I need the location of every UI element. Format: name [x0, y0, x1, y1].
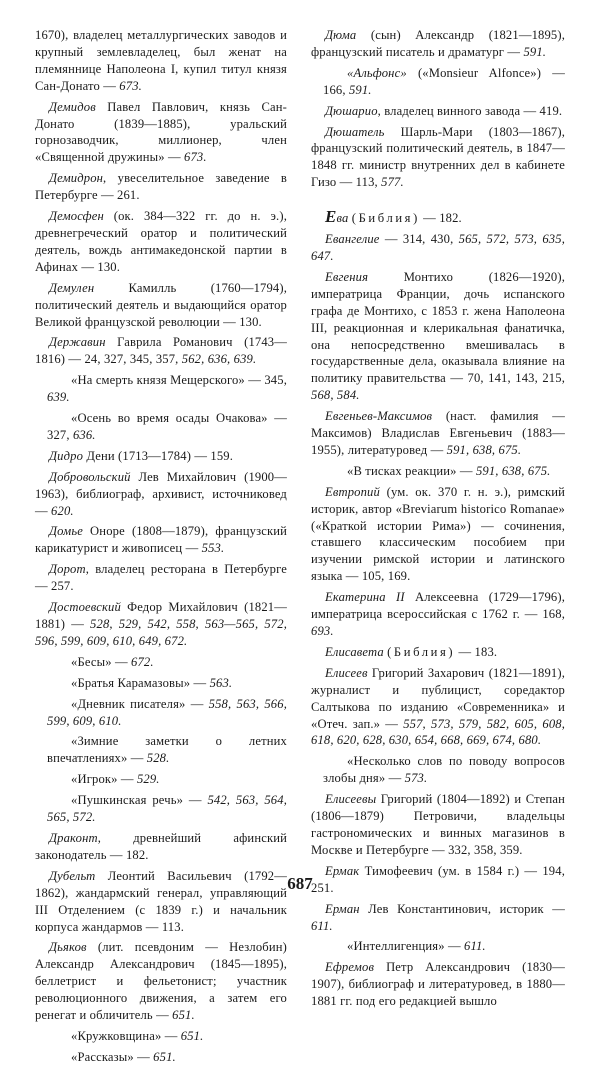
- index-entry: [311, 231, 565, 265]
- page-refs: 651.: [180, 1028, 204, 1043]
- page-refs: 553.: [201, 541, 225, 556]
- page-refs: 651.: [172, 1008, 195, 1023]
- subentry-title: «Альфонс»: [347, 65, 407, 80]
- index-subentry: [311, 938, 565, 955]
- page-refs: 611.: [464, 939, 486, 954]
- entry-text: (сын) Александр (1821—1895), французский писатель и драматург —: [311, 28, 565, 59]
- index-entry: [311, 644, 565, 661]
- entry-text: Дени (1713—1784) — 159.: [83, 448, 234, 463]
- page-refs: 620.: [51, 503, 74, 518]
- index-subentry: [35, 675, 287, 692]
- entry-headword: Евгеньев-Максимов: [325, 409, 433, 424]
- page-refs: 591.: [523, 44, 547, 59]
- entry-source: (Библия): [351, 211, 420, 226]
- entry-text: Лев Константинович, историк —: [359, 901, 565, 916]
- entry-headword: Демосфен: [49, 209, 104, 224]
- page-refs: 558, 563, 566, 599, 609, 610.: [47, 696, 288, 728]
- index-entry: [311, 589, 565, 640]
- index-entry: [35, 561, 287, 595]
- entry-headword: Демулен: [49, 280, 95, 295]
- index-entry: [311, 791, 565, 859]
- index-entry: [311, 408, 565, 459]
- subentry-text: «Интеллигенция» —: [347, 939, 465, 954]
- page-refs: 591, 638, 675.: [475, 463, 551, 478]
- page-number: 687: [287, 874, 313, 893]
- page-refs: 568, 584.: [311, 388, 360, 403]
- entry-text: Лев Михайлович (1900—1963), библиограф, архивист, источниковед —: [35, 469, 287, 518]
- entry-text: Шарль-Мари (1803—1867), французский политический деятель, в 1847—1848 гг. министр внутренних дел в кабинете Гизо — 113,: [311, 124, 565, 190]
- index-entry: [311, 269, 565, 404]
- entry-text: Камилль (1760—1794), политический деятель и выдающийся оратор Великой французской революции — 130.: [35, 280, 287, 329]
- entry-headword: Дюшатель: [325, 124, 385, 139]
- index-entry: [35, 448, 287, 465]
- entry-headword: Евтропий: [325, 484, 380, 499]
- index-subentry: [35, 654, 287, 671]
- entry-text: Алексеевна (1729—1796), императрица всероссийская с 1762 г. — 168,: [311, 590, 566, 622]
- entry-text: , владелец винного завода — 419.: [377, 103, 563, 118]
- entry-headword: Достоевский: [49, 600, 121, 615]
- entry-headword: Дорот: [49, 562, 86, 577]
- index-subentry: [311, 753, 565, 787]
- entry-text: (ум. ок. 370 г. н. э.), римский историк, автор «Breviarum historico Romanae» («Краткой истории Рима») — сочинения, ставшего классическим пособием при изучении римской истории и латинского языка — 105, 169.: [311, 484, 565, 584]
- index-subentry: [35, 792, 287, 826]
- subentry-text: «Бесы» —: [71, 654, 132, 669]
- page-refs: 563.: [209, 675, 233, 690]
- index-subentry: [35, 372, 287, 406]
- index-entry: [35, 99, 287, 167]
- index-subentry: [35, 771, 287, 788]
- entry-text: — 182.: [419, 211, 462, 226]
- page-refs: 577.: [381, 175, 404, 190]
- entry-text: Монтихо (1826—1920), императрица Франции, дочь испанского графа де Монтихо, с 1853 г. жена Наполеона III, реакционная и клерикальная фанатичка, она непосредственно вмешивалась в государственные дела, оказывала влияние на политику правительства — 70, 141, 143, 215,: [311, 269, 565, 386]
- entry-text: — 183.: [455, 644, 498, 659]
- entry-headword: Дьяков: [49, 940, 87, 955]
- subentry-text: «Несколько слов по поводу вопросов злобы дня» —: [323, 754, 565, 786]
- subentry-text: «Братья Карамазовы» —: [71, 675, 210, 690]
- subentry-text: «Кружковщина» —: [71, 1028, 181, 1043]
- page-refs: 673.: [184, 150, 207, 165]
- entry-headword: Домье: [49, 524, 83, 539]
- page-refs: 636.: [72, 427, 96, 442]
- entry-headword: Евгения: [325, 269, 369, 284]
- index-subentry: [35, 410, 287, 444]
- subentry-text: «Дневник писателя» —: [71, 696, 209, 711]
- subentry-text: «Рассказы» —: [71, 1049, 154, 1064]
- entry-headword: Дубельт: [49, 868, 96, 883]
- entry-headword: Дидро: [49, 448, 84, 463]
- subentry-text: «Игрок» —: [71, 772, 137, 787]
- entry-headword: ва: [336, 211, 349, 226]
- subentry-text: «Пушкинская речь» —: [71, 793, 208, 808]
- entry-headword: Добровольский: [49, 469, 131, 484]
- entry-text: Федор Михайлович (1821—1881) —: [35, 600, 287, 631]
- index-entry: [311, 103, 565, 120]
- page-refs: 591, 638, 675.: [446, 442, 522, 457]
- entry-text: Гаврила Романович (1743—1816) — 24, 327, 345, 357,: [35, 335, 287, 367]
- entry-headword: Дюма: [325, 28, 357, 42]
- index-entry: [35, 939, 287, 1024]
- index-entry: [311, 484, 565, 585]
- index-subentry: [311, 65, 565, 99]
- entry-headword: Драконт: [49, 830, 98, 845]
- page-refs: 639.: [47, 390, 70, 405]
- subentry-text: «В тисках реакции» —: [347, 463, 476, 478]
- section-letter: Е: [325, 207, 337, 227]
- entry-text: — 314, 430,: [379, 232, 459, 247]
- page-refs: 557, 573, 579, 582, 605, 608, 618, 620, 628, 630, 654, 668, 669, 674, 680.: [311, 716, 566, 748]
- index-subentry: [35, 1028, 287, 1045]
- page-refs: 573.: [404, 771, 428, 786]
- entry-text: 1670), владелец металлургических заводов и крупный землевладелец, был женат на племяннице Наполеона I, купил титул князя Сан-Донато —: [35, 28, 287, 93]
- entry-text: Тимофеевич (ум. в 1584 г.) — 194, 251.: [311, 863, 565, 895]
- entry-text: Леонтий Васильевич (1792—1862), жандармский генерал, управляющий III Отделением (с 1839 г.) и начальник корпуса жандармов — 113.: [35, 868, 287, 934]
- entry-headword: Евангелие: [325, 232, 380, 247]
- entry-text: (лит. псевдоним — Незлобин) Александр Александрович (1845—1895), беллетрист и фельетонист; участник революционного движения, а затем его ренегат и обличитель —: [35, 940, 287, 1023]
- index-entry: [311, 665, 565, 750]
- page-refs: 542, 563, 564, 565, 572.: [47, 793, 287, 825]
- subentry-text: («Monsieur Alfonce») — 166,: [323, 65, 565, 97]
- index-letter-section-start: [311, 209, 565, 227]
- entry-text: , увеселительное заведение в Петербурге — 261.: [35, 171, 287, 203]
- index-subentry: [35, 1049, 287, 1066]
- index-entry: [35, 208, 287, 276]
- entry-headword: Ефремов: [325, 960, 375, 975]
- entry-text: (наст. фамилия — Максимов) Владислав Евгеньевич (1883—1955), литературовед —: [311, 409, 565, 457]
- entry-text: Григорий Захарович (1821—1891), журналист и публицист, соредактор Салтыкова по изданию «Современника» и «Отеч. зап.» —: [311, 665, 565, 731]
- index-entry: [311, 27, 565, 61]
- entry-headword: Екатерина II: [325, 590, 405, 605]
- entry-headword: Елисавета: [325, 644, 384, 659]
- subentry-text: «Осень во время осады Очакова» — 327,: [47, 411, 287, 442]
- entry-text: Петр Александрович (1830—1907), библиограф и литературовед, в 1880—1881 гг. под его редакцией вышло: [311, 960, 565, 1009]
- entry-text: , владелец ресторана в Петербурге — 257.: [35, 562, 287, 594]
- page-refs: 528.: [146, 751, 170, 766]
- page-refs: 528, 529, 542, 558, 563—565, 572, 596, 599, 609, 610, 649, 672.: [35, 617, 287, 648]
- page-refs: 565, 572, 573, 635, 647.: [311, 232, 565, 263]
- entry-headword: Елисеев: [325, 665, 368, 680]
- index-entry: [35, 280, 287, 331]
- index-column-right: [311, 27, 565, 1014]
- index-entry: [35, 170, 287, 204]
- index-entry: [311, 901, 565, 935]
- index-entry: [35, 830, 287, 864]
- page-refs: 591.: [348, 82, 372, 97]
- page-refs: 693.: [311, 624, 334, 638]
- entry-headword: Ерман: [325, 901, 360, 916]
- index-entry: [35, 469, 287, 520]
- index-entry: [35, 334, 287, 368]
- entry-text: Оноре (1808—1879), французский карикатурист и живописец —: [35, 524, 287, 556]
- entry-headword: Демидов: [49, 99, 96, 114]
- index-entry: [35, 599, 287, 650]
- index-entry: [311, 124, 565, 192]
- subentry-text: «На смерть князя Мещерского» — 345,: [71, 373, 287, 388]
- entry-headword: Елисеевы: [325, 792, 377, 807]
- subentry-text: «Зимние заметки о летних впечатлениях» —: [47, 734, 287, 766]
- entry-text: Григорий (1804—1892) и Степан (1806—1879) Петровичи, владельцы гастрономических и винных магазинов в Москве и Петербурге — 332, 358, 359.: [311, 792, 565, 857]
- page-refs: 529.: [136, 772, 160, 787]
- entry-text: (ок. 384—322 гг. до н. э.), древнегреческий оратор и политический деятель, вождь антимакедонской партии в Афинах — 130.: [35, 209, 287, 274]
- index-subentry: [311, 463, 565, 480]
- page-refs: 562, 636, 639.: [181, 352, 257, 367]
- page-refs: 611.: [311, 918, 333, 933]
- page-refs: 672.: [131, 654, 154, 669]
- entry-headword: Дюшарио: [325, 103, 378, 118]
- index-column-left: [35, 27, 287, 1070]
- index-subentry: [35, 733, 287, 767]
- entry-headword: Державин: [49, 335, 106, 350]
- index-entry: [311, 959, 565, 1010]
- entry-headword: Демидрон: [49, 171, 104, 186]
- index-entry: [35, 523, 287, 557]
- page-refs: 673.: [119, 78, 142, 93]
- index-subentry: [35, 696, 287, 730]
- entry-headword: Ермак: [325, 863, 360, 878]
- page-refs: 651.: [153, 1049, 176, 1064]
- index-entry-continuation: [35, 27, 287, 95]
- entry-source: (Библия): [387, 644, 456, 659]
- entry-text: , древнейший афинский законодатель — 182.: [35, 830, 287, 862]
- entry-text: Павел Павлович, князь Сан-Донато (1839—1885), уральский горнозаводчик, миллионер, член «Священной дружины» —: [35, 99, 287, 165]
